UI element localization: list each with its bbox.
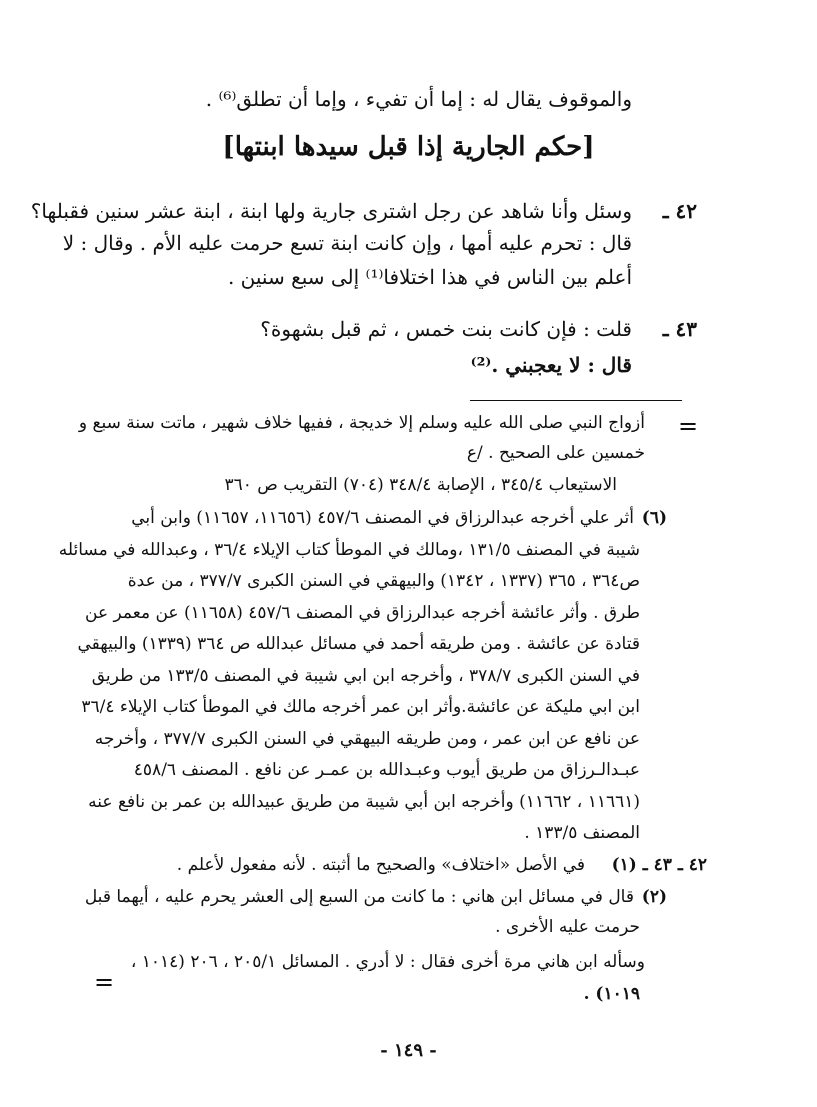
footnote-6-line-11: المصنف ١٣٣/٥ .: [524, 823, 640, 843]
footnote-6-line-2: شيبة في المصنف ١٣١/٥ ،ومالك في الموطأ كتاب الإيلاء ٣٦/٤ ، وعبدالله في مسائله: [58, 540, 640, 560]
footnote-2-label: (٢): [641, 887, 667, 907]
footnote-6-line-8: عن نافع عن ابن عمر ، ومن طريقه البيهقي في السنن الكبرى ٣٧٧/٧ ، وأخرجه: [94, 729, 640, 749]
footnote-separator: [470, 400, 682, 401]
question-43-line-2: قال : لا يعجبني .⁽²⁾: [470, 353, 632, 377]
question-43-line-1: قلت : فإن كانت بنت خمس ، ثم قبل بشهوة؟: [260, 317, 632, 341]
footnote-continuation-line-1: أزواج النبي صلى الله عليه وسلم إلا خديجة ، ففيها خلاف شهير ، ماتت سنة سبع و: [78, 413, 645, 433]
footnote-6-line-5: قتادة عن عائشة . ومن طريقه أحمد في مسائل عبدالله ص ٣٦٤ (١٣٣٩) والبيهقي: [77, 634, 640, 654]
question-42-line-3: أعلم بين الناس في هذا اختلافا⁽¹⁾ إلى سبع سنين .: [227, 265, 632, 289]
footnote-6-line-9: عبـدالـرزاق من طريق أيوب وعبـدالله بن عمـر عن نافع . المصنف ٤٥٨/٦: [133, 760, 640, 780]
page-number: - ١٤٩ -: [380, 1040, 437, 1061]
footnote-6-line-10: (١١٦٦١ ، ١١٦٦٢) وأخرجه ابن أبي شيبة من طريق عبيدالله بن عمر بن نافع عنه: [88, 792, 640, 812]
continuation-mark-bottom: =: [94, 968, 115, 996]
continuation-mark-top: =: [678, 412, 699, 440]
footnote-continuation-line-2: خمسين على الصحيح . /ع: [466, 443, 645, 463]
question-43-number: ٤٣ ـ: [662, 317, 697, 341]
footnote-6-line-1: أثر علي أخرجه عبدالرزاق في المصنف ٤٥٧/٦ (١١٦٥٦، ١١٦٥٧) وابن أبي: [131, 508, 634, 528]
footnote-continuation-line-3: الاستيعاب ٣٤٥/٤ ، الإصابة ٣٤٨/٤ (٧٠٤) التقريب ص ٣٦٠: [224, 475, 617, 495]
footnote-2-line-1: قال في مسائل ابن هاني : ما كانت من السبع إلى العشر يحرم عليه ، أيهما قبل: [84, 887, 634, 907]
question-42-number: ٤٢ ـ: [662, 199, 697, 223]
section-heading: [حكم الجارية إذا قبل سيدها ابنتها]: [222, 132, 595, 162]
footnote-42-label: ٤٢ ـ ٤٣ ـ (١): [611, 855, 707, 875]
footnote-42-text: في الأصل «اختلاف» والصحيح ما أثبته . لأنه مفعول لأعلم .: [176, 855, 585, 875]
footnote-6-line-6: في السنن الكبرى ٣٧٨/٧ ، وأخرجه ابن ابي شيبة في المصنف ١٣٣/٥ من طريق: [91, 666, 640, 686]
question-42-line-2: قال : تحرم عليه أمها ، وإن كانت ابنة تسع حرمت عليه الأم . وقال : لا: [62, 231, 632, 255]
footnote-6-line-4: طرق . وأثر عائشة أخرجه عبدالرزاق في المصنف ٤٥٧/٦ (١١٦٥٨) عن معمر عن: [85, 603, 640, 623]
footnote-6-line-3: ص٣٦٤ ، ٣٦٥ (١٣٣٧ ، ١٣٤٢) والبيهقي في السنن الكبرى ٣٧٧/٧ ، من عدة: [127, 571, 640, 591]
footnote-2-line-3: وسأله ابن هاني مرة أخرى فقال : لا أدري . المسائل ٢٠٥/١ ، ٢٠٦ (١٠١٤ ،: [130, 952, 645, 972]
footnote-6-label: (٦): [641, 508, 667, 528]
question-42-line-1: وسئل وأنا شاهد عن رجل اشترى جارية ولها ابنة ، ابنة عشر سنين فقبلها؟: [30, 199, 632, 223]
intro-line: والموقوف يقال له : إما أن تفيء ، وإما أن تطلق⁽⁶⁾ .: [205, 87, 632, 111]
footnote-2-line-2: حرمت عليه الأخرى .: [495, 917, 640, 937]
footnote-2-line-4: ١٠١٩) .: [583, 984, 640, 1004]
footnote-6-line-7: ابن ابي مليكة عن عائشة.وأثر ابن عمر أخرجه مالك في الموطأ كتاب الإيلاء ٣٦/٤: [81, 697, 640, 717]
